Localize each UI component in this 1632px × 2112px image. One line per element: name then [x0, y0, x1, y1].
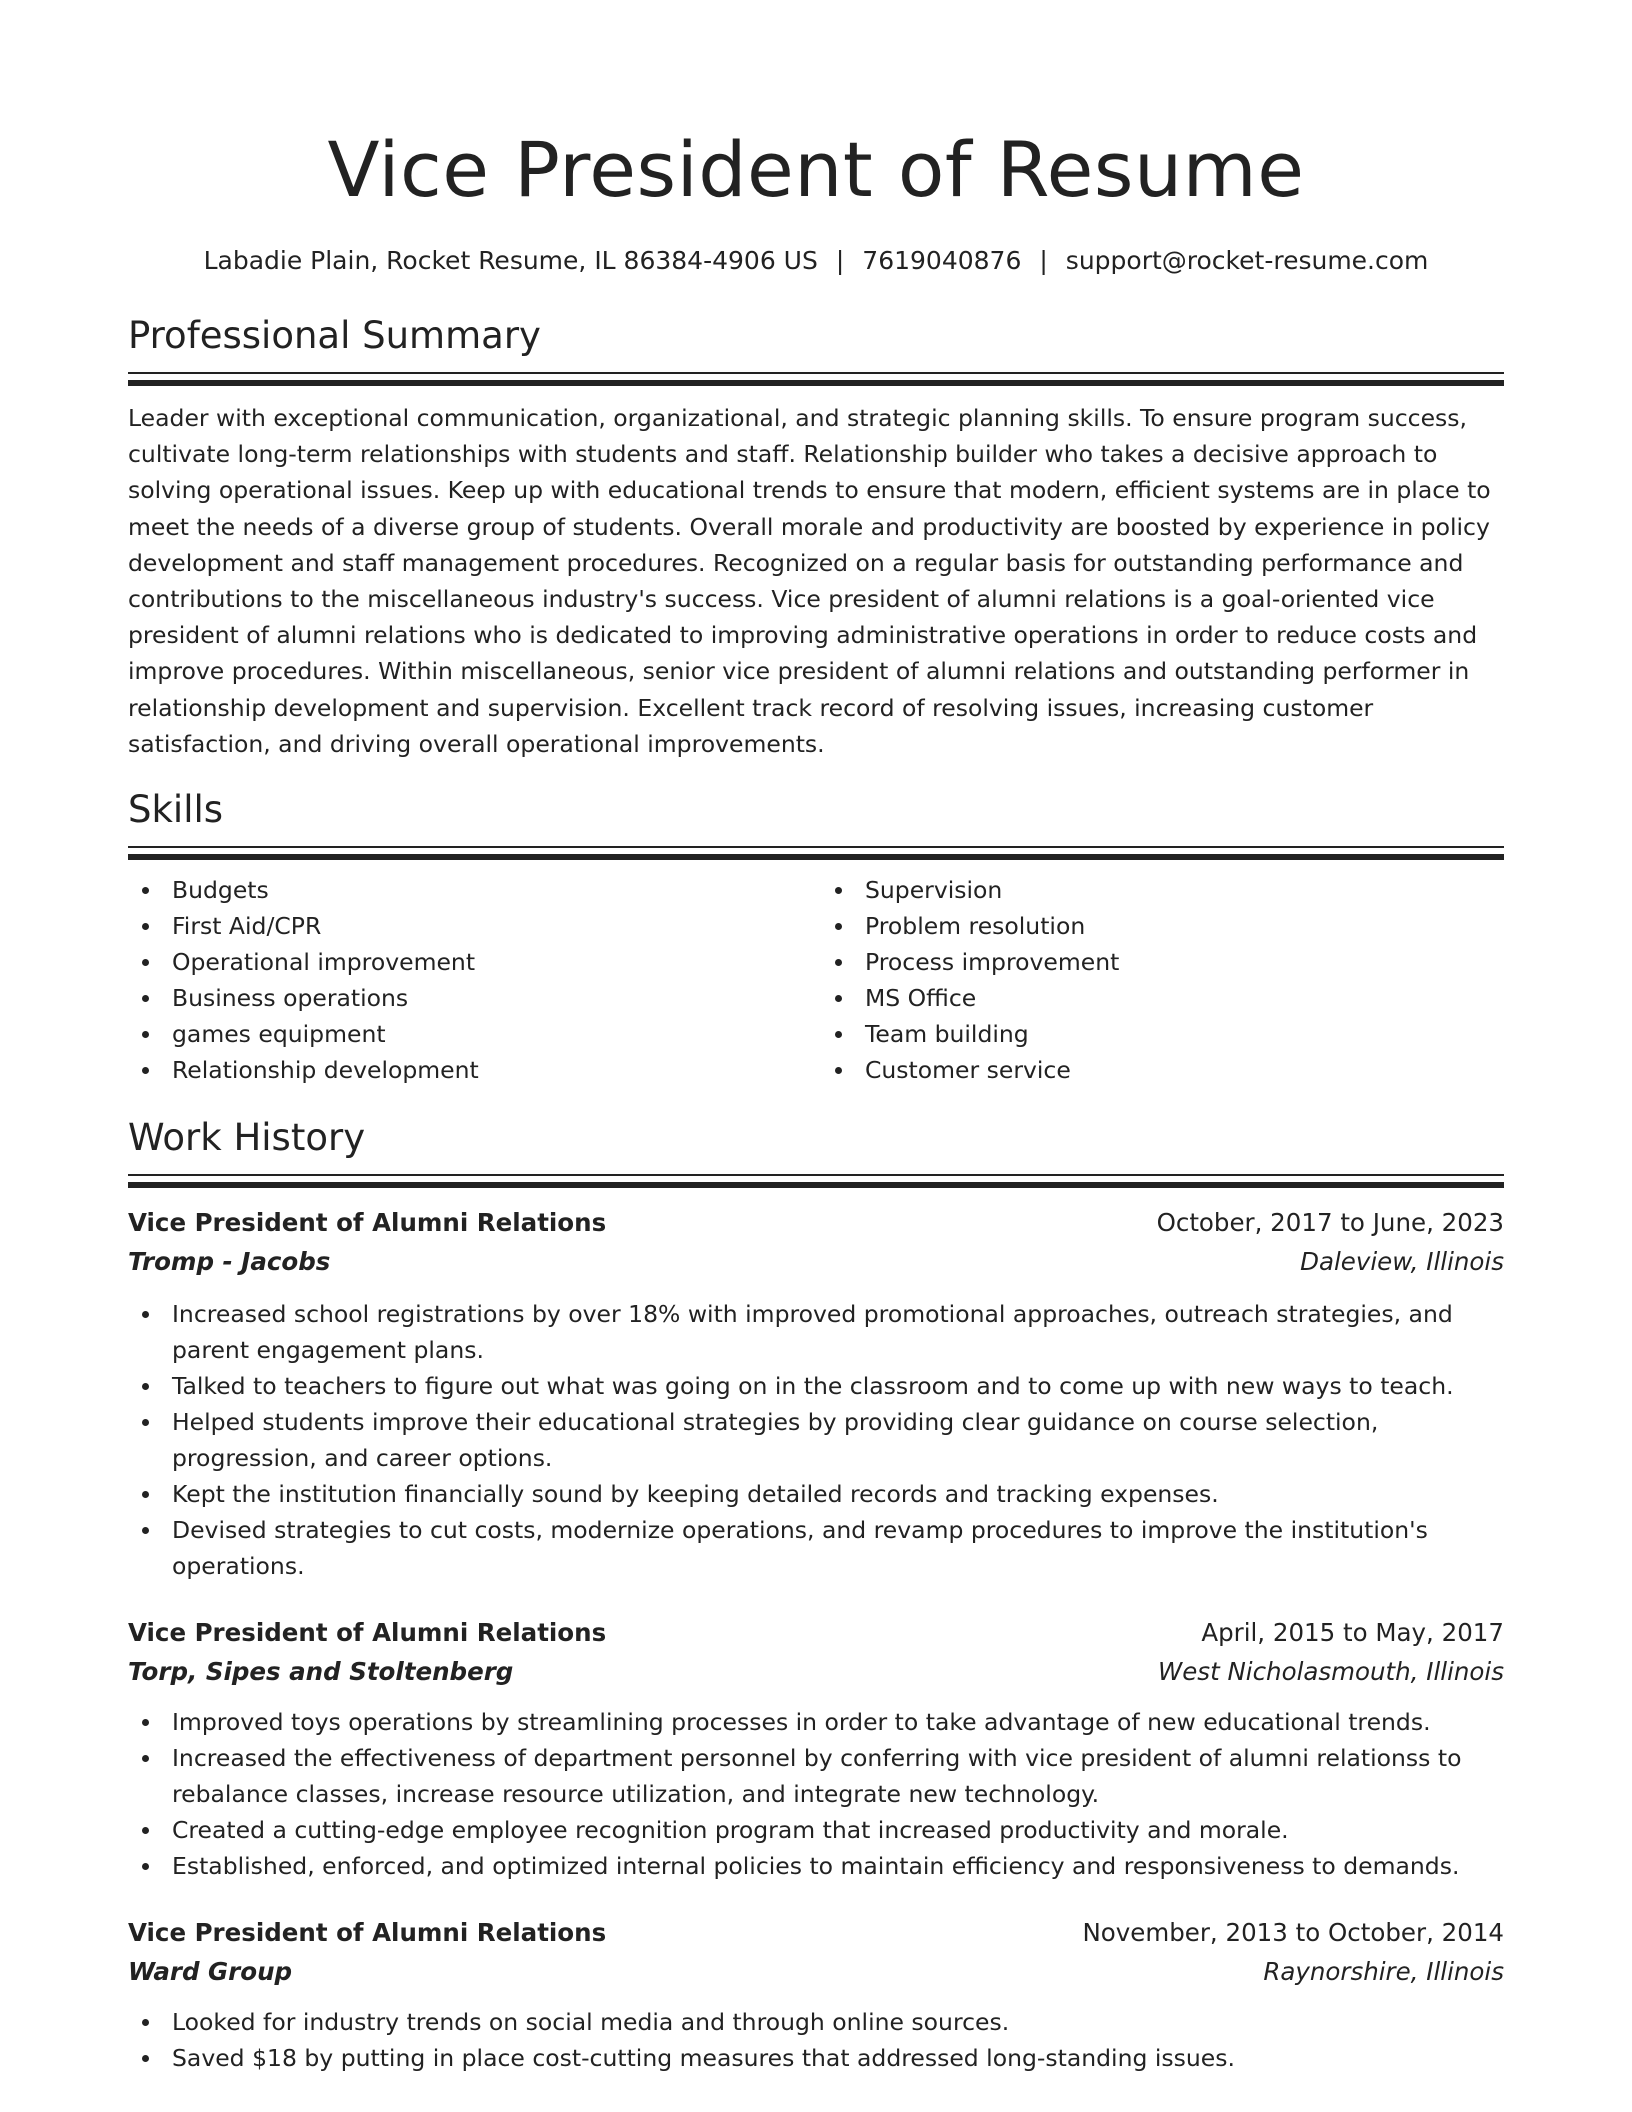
job-bullets: [128, 1296, 1504, 1584]
job-bullet: Increased school registrations by over 18% with improved promotional approaches, outreach strategies, and parent engagement plans.: [128, 1296, 1504, 1368]
contact-separator: |: [835, 246, 845, 275]
job-bullet: Looked for industry trends on social media and through online sources.: [128, 2004, 1504, 2040]
work-history-heading: Work History: [128, 1116, 366, 1160]
job-bullet: Kept the institution financially sound by keeping detailed records and tracking expenses.: [128, 1476, 1504, 1512]
summary-heading: Professional Summary: [128, 314, 541, 357]
skill-item: Customer service: [821, 1052, 1504, 1088]
job-company: Ward Group: [128, 1957, 293, 1987]
job-bullet: Established, enforced, and optimized internal policies to maintain efficiency and responsiveness to demands.: [128, 1848, 1504, 1884]
job-location: Raynorshire, Illinois: [1263, 1957, 1504, 1987]
skill-item: MS Office: [821, 980, 1504, 1016]
skills-column-right: [811, 872, 1504, 1088]
job-title: Vice President of Alumni Relations: [128, 1618, 607, 1648]
job-entry: [128, 1614, 1504, 1884]
skill-item: First Aid/CPR: [128, 908, 811, 944]
job-location: West Nicholasmouth, Illinois: [1158, 1657, 1504, 1687]
work-history-section: [128, 1114, 1504, 2076]
job-bullets: [128, 1704, 1504, 1884]
skill-item: games equipment: [128, 1016, 811, 1052]
job-bullet: Helped students improve their educational strategies by providing clear guidance on course selection, progression, and career options.: [128, 1404, 1504, 1476]
job-company: Torp, Sipes and Stoltenberg: [128, 1657, 514, 1687]
skills-section: [128, 786, 1504, 1088]
summary-text: Leader with exceptional communication, organizational, and strategic planning skills. To ensure program success, cultivate long-term relationships with students and staff. Relationship builder who takes a decisive approach to solving operational issues. Keep up with educational trends to ensure that modern, efficient systems are in place to meet the needs of a diverse group of students. Overall morale and productivity are boosted by experience in policy development and staff management procedures. Recognized on a regular basis for outstanding performance and contributions to the miscellaneous industry's success. Vice president of alumni relations is a goal-oriented vice president of alumni relations who is dedicated to improving administrative operations in order to reduce costs and improve procedures. Within miscellaneous, senior vice president of alumni relations and outstanding performer in relationship development and supervision. Excellent track record of resolving issues, increasing customer satisfaction, and driving overall operational improvements.: [128, 404, 1491, 758]
skill-item: Budgets: [128, 872, 811, 908]
job-bullet: Devised strategies to cut costs, modernize operations, and revamp procedures to improve the institution's operations.: [128, 1512, 1504, 1584]
job-bullet: Created a cutting-edge employee recognition program that increased productivity and morale.: [128, 1812, 1504, 1848]
job-dates: April, 2015 to May, 2017: [1201, 1618, 1504, 1648]
resume-name: Vice President of Resume: [327, 125, 1305, 214]
summary-section: [128, 312, 1504, 762]
skill-item: Operational improvement: [128, 944, 811, 980]
skill-item: Relationship development: [128, 1052, 811, 1088]
job-bullet: Talked to teachers to figure out what was going on in the classroom and to come up with new ways to teach.: [128, 1368, 1504, 1404]
job-bullet: Improved toys operations by streamlining processes in order to take advantage of new educational trends.: [128, 1704, 1504, 1740]
contact-phone: 7619040876: [862, 246, 1022, 275]
contact-line: [128, 244, 1504, 278]
skills-list: [128, 872, 1504, 1088]
job-title: Vice President of Alumni Relations: [128, 1918, 607, 1948]
job-bullet: Increased the effectiveness of department personnel by conferring with vice president of alumni relationss to rebalance classes, increase resource utilization, and integrate new technology.: [128, 1740, 1504, 1812]
section-rule: [128, 846, 1504, 860]
skill-item: Business operations: [128, 980, 811, 1016]
skill-item: Team building: [821, 1016, 1504, 1052]
section-rule: [128, 1174, 1504, 1188]
contact-address: Labadie Plain, Rocket Resume, IL 86384-4906 US: [203, 246, 818, 275]
skill-item: Problem resolution: [821, 908, 1504, 944]
job-title: Vice President of Alumni Relations: [128, 1208, 607, 1238]
contact-separator: |: [1039, 246, 1048, 275]
section-rule: [128, 372, 1504, 386]
job-company: Tromp - Jacobs: [128, 1247, 331, 1277]
job-entry: [128, 1204, 1504, 1584]
job-bullet: Saved $18 by putting in place cost-cutting measures that addressed long-standing issues.: [128, 2040, 1504, 2076]
skills-heading: Skills: [128, 788, 224, 832]
job-entry: [128, 1914, 1504, 2076]
skill-item: Supervision: [821, 872, 1504, 908]
job-dates: November, 2013 to October, 2014: [1082, 1918, 1504, 1948]
job-bullets: [128, 2004, 1504, 2076]
job-dates: October, 2017 to June, 2023: [1156, 1208, 1504, 1238]
skills-column-left: [128, 872, 811, 1088]
skill-item: Process improvement: [821, 944, 1504, 980]
contact-email: support@rocket-resume.com: [1065, 246, 1429, 275]
job-location: Daleview, Illinois: [1300, 1247, 1504, 1277]
